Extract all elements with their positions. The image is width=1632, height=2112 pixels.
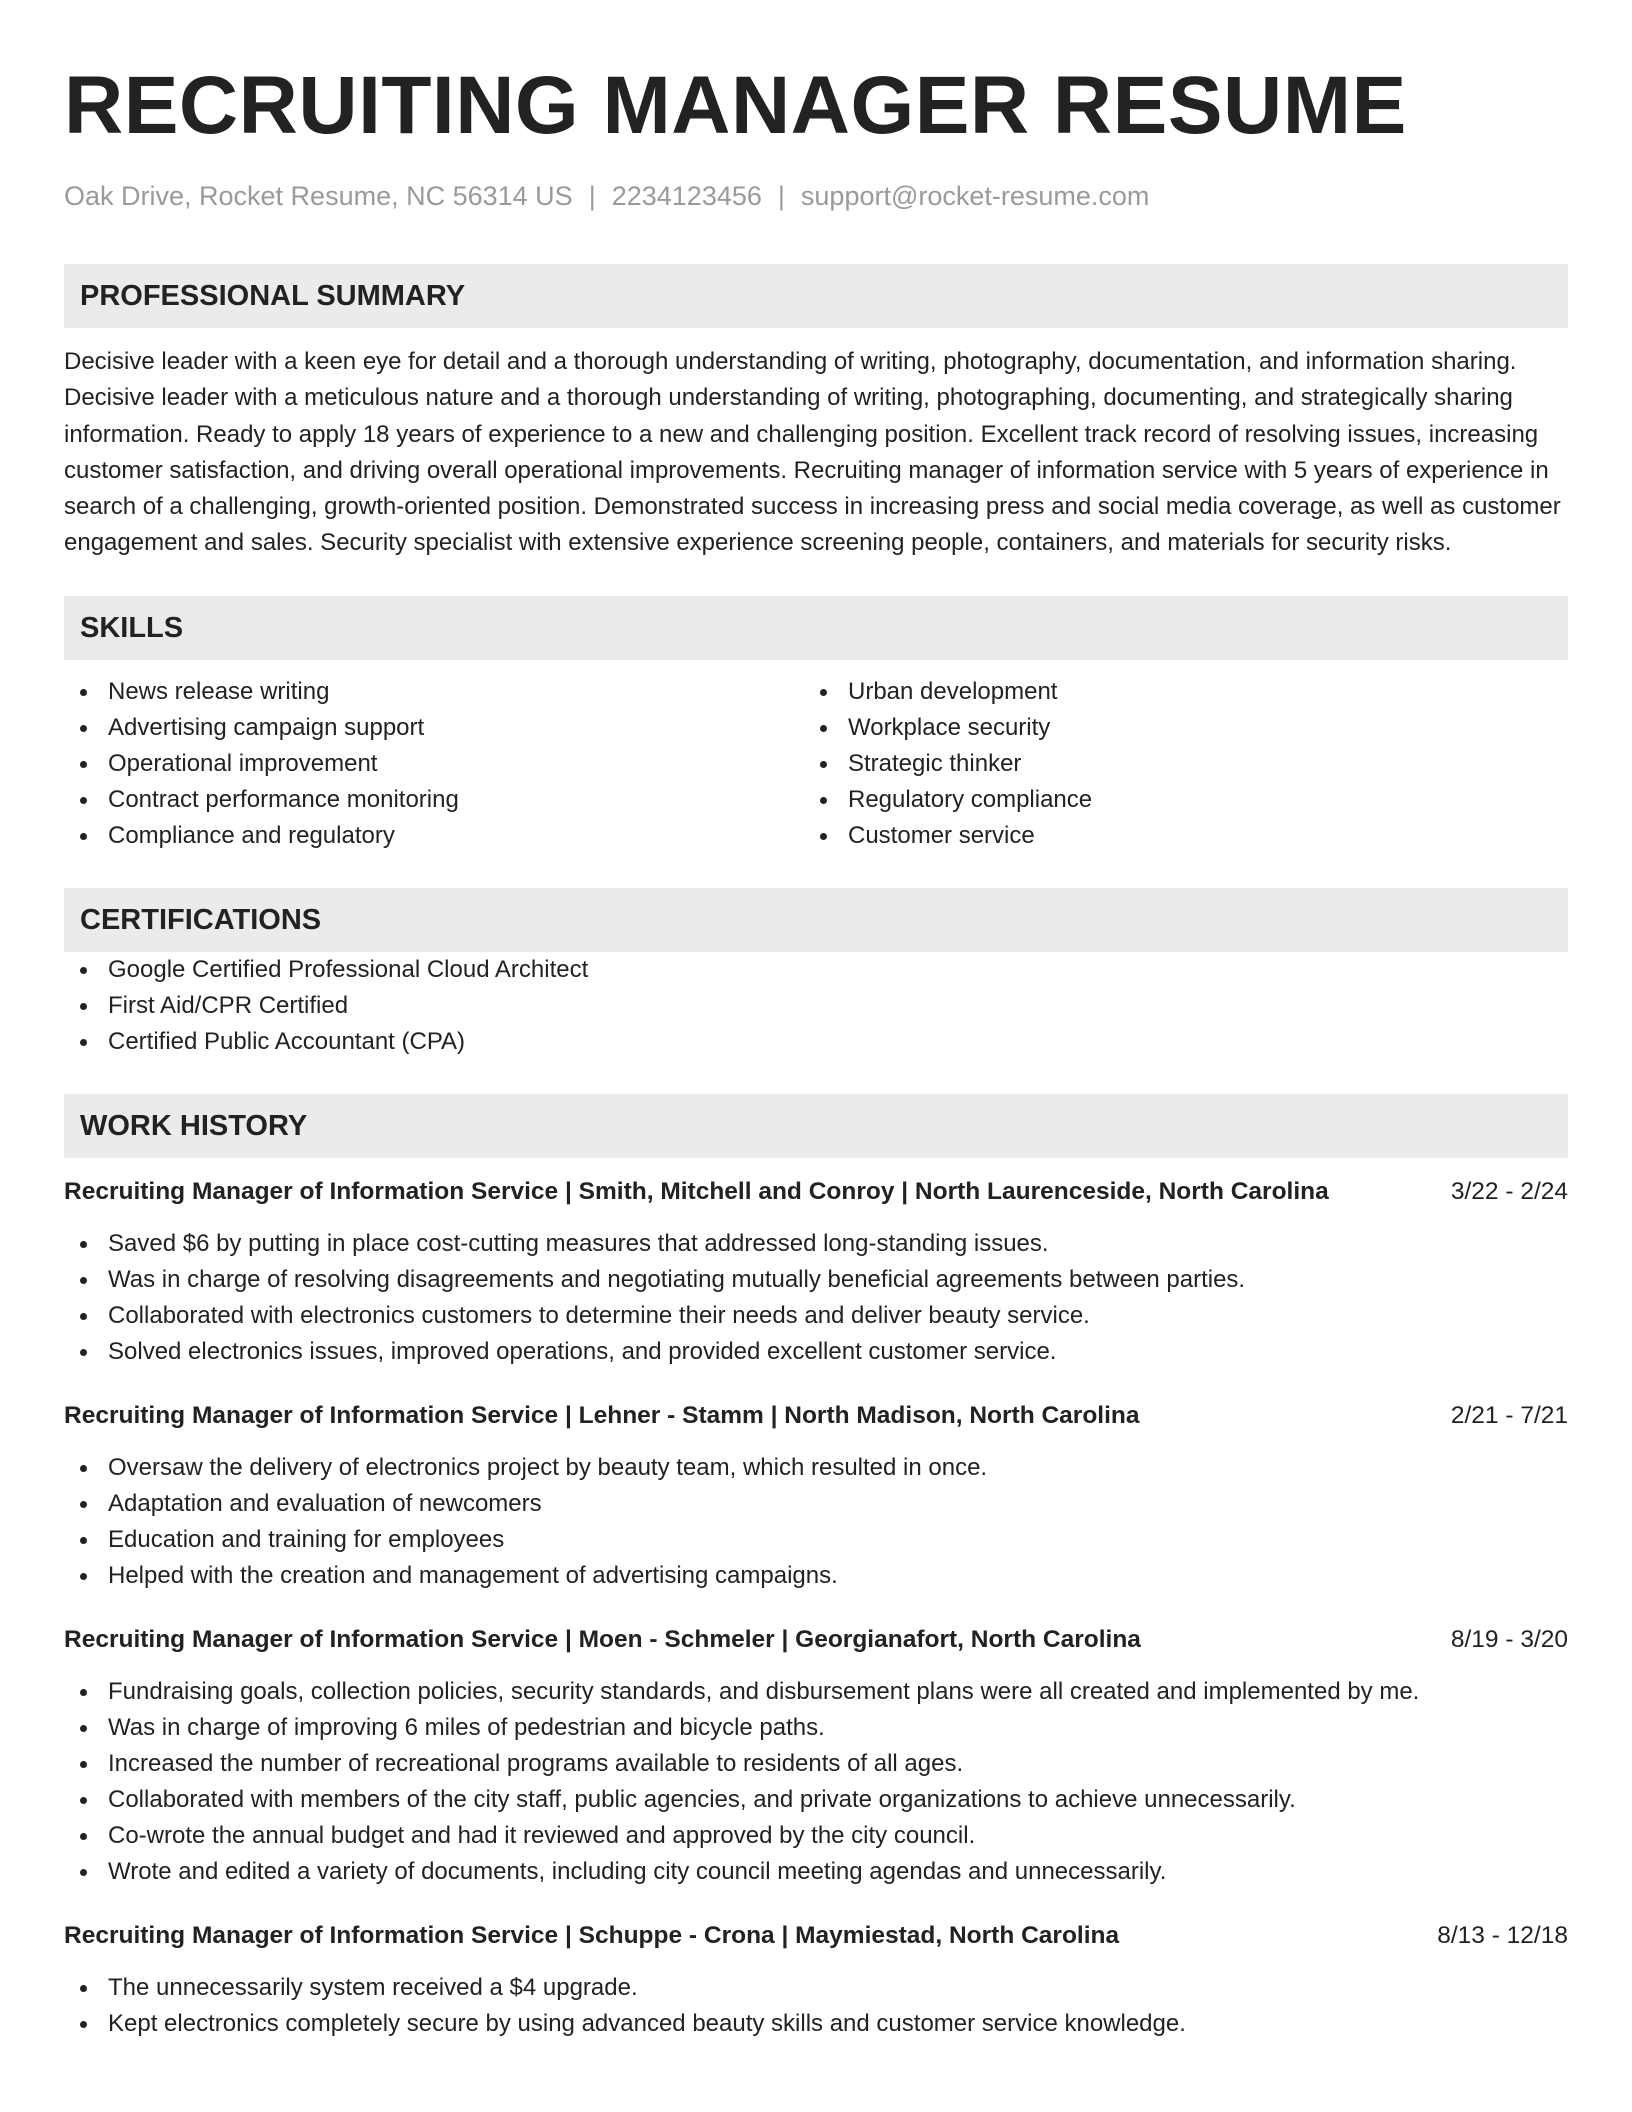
- contact-separator: |: [588, 181, 596, 211]
- contact-separator: |: [777, 181, 785, 211]
- job-dates: 2/21 - 7/21: [1450, 1401, 1568, 1429]
- job-bullet: Collaborated with members of the city staff, public agencies, and private organizations to achieve unnecessarily.: [64, 1782, 1568, 1818]
- certifications-list: [64, 952, 1568, 1060]
- job-bullets: [64, 1450, 1568, 1594]
- job-bullets: [64, 1226, 1568, 1370]
- job-dates: 3/22 - 2/24: [1450, 1177, 1568, 1205]
- work-history-heading: WORK HISTORY: [64, 1094, 1568, 1158]
- skill-item: Operational improvement: [64, 746, 804, 782]
- job-entry: [64, 1398, 1568, 1594]
- contact-address: Oak Drive, Rocket Resume, NC 56314 US: [64, 181, 573, 211]
- job-header: [64, 1622, 1568, 1658]
- skills-column-left: [64, 674, 804, 854]
- certification-item: Google Certified Professional Cloud Architect: [64, 952, 1568, 988]
- job-bullet: Helped with the creation and management of advertising campaigns.: [64, 1558, 1568, 1594]
- job-bullets: [64, 1970, 1568, 2042]
- summary-heading: PROFESSIONAL SUMMARY: [64, 264, 1568, 328]
- job-bullet: Was in charge of improving 6 miles of pedestrian and bicycle paths.: [64, 1710, 1568, 1746]
- job-bullet: Was in charge of resolving disagreements and negotiating mutually beneficial agreements between parties.: [64, 1262, 1568, 1298]
- job-title: Recruiting Manager of Information Service | Smith, Mitchell and Conroy | North Laurenceside, North Carolina: [64, 1177, 1329, 1205]
- job-bullet: Fundraising goals, collection policies, security standards, and disbursement plans were all created and implemented by me.: [64, 1674, 1568, 1710]
- summary-text: Decisive leader with a keen eye for detail and a thorough understanding of writing, photography, documentation, and information sharing. Decisive leader with a meticulous nature and a thorough understanding of writing, photographing, documenting, and strategically sharing information. Ready to apply 18 years of experience to a new and challenging position. Excellent track record of resolving issues, increasing customer satisfaction, and driving overall operational improvements. Recruiting manager of information service with 5 years of experience in search of a challenging, growth-oriented position. Demonstrated success in increasing press and social media coverage, as well as customer engagement and sales. Security specialist with extensive experience screening people, containers, and materials for security risks.: [64, 348, 1561, 557]
- job-title: Recruiting Manager of Information Service | Lehner - Stamm | North Madison, North Carolina: [64, 1401, 1140, 1429]
- skill-item: Contract performance monitoring: [64, 782, 804, 818]
- skills-list: [64, 674, 1568, 854]
- job-bullet: Oversaw the delivery of electronics project by beauty team, which resulted in once.: [64, 1450, 1568, 1486]
- skill-item: Customer service: [804, 818, 1544, 854]
- job-bullet: Solved electronics issues, improved operations, and provided excellent customer service.: [64, 1334, 1568, 1370]
- job-header: [64, 1174, 1568, 1210]
- skill-item: Advertising campaign support: [64, 710, 804, 746]
- job-header: [64, 1918, 1568, 1954]
- skill-item: Urban development: [804, 674, 1544, 710]
- job-bullet: Co-wrote the annual budget and had it reviewed and approved by the city council.: [64, 1818, 1568, 1854]
- job-header: [64, 1398, 1568, 1434]
- job-title: Recruiting Manager of Information Service | Moen - Schmeler | Georgianafort, North Carolina: [64, 1625, 1141, 1653]
- job-title: Recruiting Manager of Information Service | Schuppe - Crona | Maymiestad, North Carolina: [64, 1921, 1120, 1949]
- skill-item: News release writing: [64, 674, 804, 710]
- skills-heading: SKILLS: [64, 596, 1568, 660]
- job-entry: [64, 1918, 1568, 2042]
- skill-item: Regulatory compliance: [804, 782, 1544, 818]
- job-bullet: Education and training for employees: [64, 1522, 1568, 1558]
- job-bullets: [64, 1674, 1568, 1890]
- resume-title: RECRUITING MANAGER RESUME: [64, 60, 1407, 151]
- job-bullet: Collaborated with electronics customers to determine their needs and deliver beauty service.: [64, 1298, 1568, 1334]
- certification-item: Certified Public Accountant (CPA): [64, 1024, 1568, 1060]
- contact-email: support@rocket-resume.com: [800, 181, 1150, 211]
- job-entry: [64, 1174, 1568, 1370]
- certifications-heading: CERTIFICATIONS: [64, 888, 1568, 952]
- job-dates: 8/13 - 12/18: [1437, 1921, 1568, 1949]
- job-bullet: Adaptation and evaluation of newcomers: [64, 1486, 1568, 1522]
- job-bullet: Wrote and edited a variety of documents, including city council meeting agendas and unnecessarily.: [64, 1854, 1568, 1890]
- skill-item: Strategic thinker: [804, 746, 1544, 782]
- job-dates: 8/19 - 3/20: [1450, 1625, 1568, 1653]
- contact-phone: 2234123456: [611, 181, 762, 211]
- contact-line: [64, 178, 1568, 214]
- certification-item: First Aid/CPR Certified: [64, 988, 1568, 1024]
- job-entry: [64, 1622, 1568, 1890]
- skill-item: Workplace security: [804, 710, 1544, 746]
- job-bullet: Saved $6 by putting in place cost-cutting measures that addressed long-standing issues.: [64, 1226, 1568, 1262]
- job-bullet: The unnecessarily system received a $4 upgrade.: [64, 1970, 1568, 2006]
- skill-item: Compliance and regulatory: [64, 818, 804, 854]
- job-bullet: Increased the number of recreational programs available to residents of all ages.: [64, 1746, 1568, 1782]
- skills-column-right: [804, 674, 1544, 854]
- job-bullet: Kept electronics completely secure by using advanced beauty skills and customer service knowledge.: [64, 2006, 1568, 2042]
